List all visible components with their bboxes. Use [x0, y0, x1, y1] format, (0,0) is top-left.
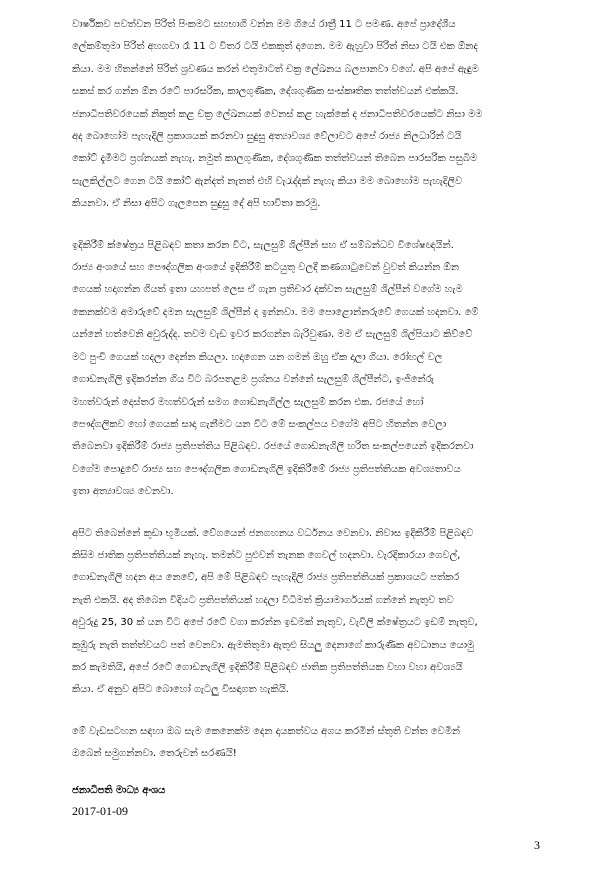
- document-body: [72, 14, 542, 820]
- paragraph-closing: මේ වැඩසටහන සඳහා ඔබ සැම කෙනෙක්ම දෙන දායකත්වය අගය කරමින් ස්තුති වන්ත වෙමින් ඔබෙන් සමුගන්නවා. තෙරුවන් සරණයි!: [72, 725, 461, 760]
- paragraph-spacer: [72, 216, 542, 235]
- signature-line: ජනාධිපති මාධ්‍ය අංශය: [72, 784, 166, 796]
- paragraph-spacer: [72, 504, 542, 523]
- document-date: 2017-01-09: [72, 803, 128, 818]
- paragraph-land-policy: අපිට තිබෙන්නේ කුඩා භූමියක්. වේගයෙන් ජනගහනය වර්ධනය වෙනවා. නිවාස ඉදිකිරීම් පිළිබඳව කිසිම ජාතික ප්‍රතිපත්තියක් නැහැ. තමන්ට පුළුවන් තැනක ගෙවල් හදනවා. වැරදිකාරයා ගෙවල්, ගොඩනැගිලි හදන අය නෙවේ, අපි මේ පිළිබඳව පැහැදිලි රාජ්‍ය ප්‍රතිපත්තියක් ප්‍රකාශයට පත්කර නැති එකයි. අද තිබෙන විදියට ප්‍රතිපත්තියක් හදලා විධිමත් ක්‍රියාමාර්ගයක් ගන්නේ නැතුව තව අවුරුදු 25, 30 ක් යන විට අපේ රටේ වගා කරන්න ඉඩමක් නැතුව, වැවිලි ක්ෂේත්‍රයට ඉඩම් නැතුව, කුඹුරු නැති තත්ත්වයට පත් වෙනවා. ඇමතිතුමා ඇතුළු සියලු දෙනාගේ කාරුණික අවධානය යොමු කර කැමතියි, අපේ රටේ ගොඩනැගිලි ඉදිකිරීම් පිළිබඳව ජාතික ප්‍රතිපත්තියක වහා වහා අවශ්‍යයි කියා. ඒ අනුව අපිට බොහෝ ගැටලු විසඳාගත හැකියි.: [72, 527, 478, 696]
- paragraph-spacer: [72, 702, 542, 721]
- paragraph-spacer: [72, 766, 542, 780]
- page-number: 3: [534, 838, 540, 852]
- paragraph-attire-circular: වාර්ෂිකව පවත්වන පිරිත් පිංකමට සහභාගි වන්න මම ගියේ රාත්‍රී 11 ට පමණ. අපේ ප්‍රාදේශීය ලේකම්තුමා පිරිත් අහගවා රෑ 11 ට විතර ටයි එකකුත් දාගෙන. මම ඇහුවා පිරිත් නිසා ටයි එක ඕනද කියා. මම හිතන්නේ පිරිත් ශ්‍රවණය කරන් එතුමාටත් චක්‍ර ලේඛනය බලපානවා වගේ. අපි අපේ ඇඳුම සකස් කර ගන්න ඕන රටේ පාරසරික, කාලගුණික, දේශගුණික සංස්කෘතික තත්ත්වයන් එක්කයි. ජනාධිපතිවරයෙක් නිකුත් කළ චක්‍ර ලේඛනයක් වෙනස් කළ හැක්කේ ද ජනාධිපතිවරයෙක්ට නිසා මම අද බොහෝම පැහැදිලි ප්‍රකාශයක් කරනවා සුදුසු අත්‍යාවශ්‍ය වේලාවට අපේ රාජ්‍ය නිලධාරින් ටයි කෝට් දැමීමට ප්‍රශ්නයක් නැහැ. නමුත් කාලගුණික, දේශගුණික තත්ත්වයන් තිබෙන පාරසරික පසුබිම සැලකිල්ලට ගෙන ටයි කෝට් ඇන්දත් නැතත් එහි වැරැද්දක් නැහැ කියා මම බොහෝම පැහැදිලිව කියනවා. ඒ නිසා අපිට ගැලපෙන සුදුසු දේ අපි භාවිතා කරමු.: [72, 19, 483, 210]
- paragraph-construction-sector: ඉදිකිරීම් ක්ෂේත්‍රය පිළිබඳව කතා කරන විට, සැලසුම් ශිල්පීන් සහ ඒ සම්බන්ධව විශේෂඥයින්. රාජ්‍ය අංශයේ සහ පෞද්ගලික අංශයේ ඉදිකිරීම් කටයුතු වලදී කණගාටුවෙන් වුවත් කියන්න ඕන ගෙයක් හදාගන්න ගියත් ඉතා යහපත් ලෙස ඒ ගැන ප්‍රතිචාර දක්වන සැලසුම් ශිල්පීන් වගේම හැම කෙනක්වම අමාරුවේ දමන සැලසුම් ශිල්පීන් ද ඉන්නවා. මම පොළොන්නරුවේ ගෙයක් හදනවා. මේ යන්නේ හත්වෙනි අවුරුද්ද. තවම වැඩ ඉවර කරගන්න බැරිවුණා. මම ඒ සැලසුම් ශිල්පියාට කිව්වේ මට පුංචි ගෙයක් හදලා දෙන්න කියලා. හදාගෙන යන ගමන් ඔහු ඒක දාලා ගියා. රෝහල් වල ගොඩනැගිලි ඉදිකරන්න ගිය විට බරපතළම ප්‍රශ්නය වන්නේ සැලසුම් ශිල්පීන්ට, ඉංජිනේරු මහත්වරුන් දොස්තර මහත්වරුන් සමග ගොඩනැගිල්ල සැලසුම් කරන එක. රජයේ හෝ පෞද්ගලිකව හෝ ගෙයක් සාදා ගැනීමට යන විට මේ සංකල්පය වගේම අපිට හිතන්න වෙලා තිබෙනවා ඉදිකිරීම් රාජ්‍ය ප්‍රතිපත්තිය පිළිබඳව. රජයේ ගොඩනැගිලි හරිත සංකල්පයෙන් ඉදිකරනවා වගේම පොදුවේ රාජ්‍ය සහ පෞද්ගලික ගොඩනැගිලි ඉදිකිරීමේ රාජ්‍ය ප්‍රතිපත්තියක අවශ්‍යතාවය ඉතා අත්‍යාවශ්‍ය වෙනවා.: [72, 239, 479, 498]
